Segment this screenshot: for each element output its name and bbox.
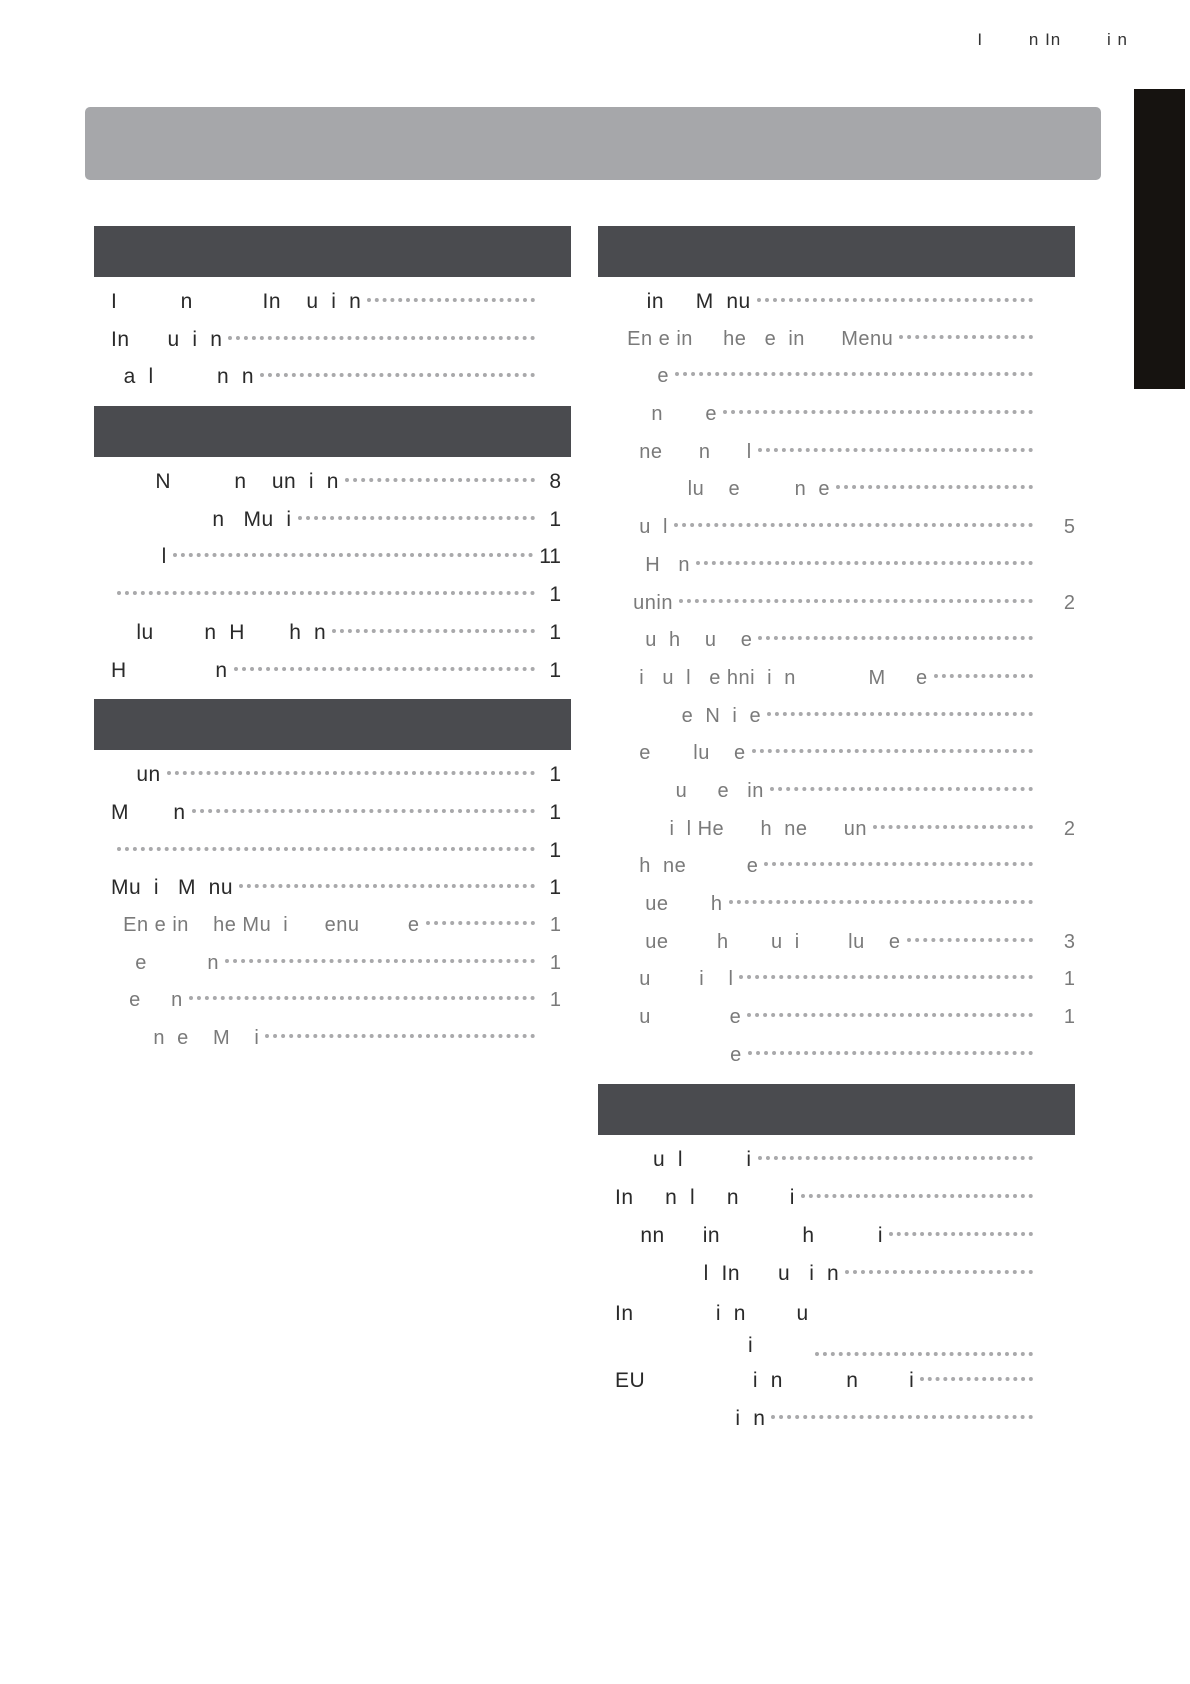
dot-leader [345, 478, 535, 482]
toc-entry-list [598, 277, 1075, 1074]
toc-entry[interactable] [94, 652, 571, 690]
toc-entry-label: In n l n i [615, 1186, 795, 1210]
toc-entry-label: H n [615, 553, 691, 576]
toc-entry-label: u e in [615, 779, 764, 802]
toc-entry-label: M n [111, 800, 186, 824]
toc-page-number: 1 [549, 913, 561, 936]
dot-leader [907, 938, 1033, 942]
toc-entry-label: l [111, 545, 167, 569]
toc-entry-label: e N i e [615, 704, 762, 727]
dot-leader [729, 900, 1033, 904]
dot-leader [758, 636, 1033, 640]
toc-entry-label: a l n n [111, 365, 255, 389]
toc-entry[interactable] [598, 773, 1075, 811]
dot-leader [801, 1194, 1033, 1198]
toc-section [598, 1084, 1075, 1437]
toc-page-number: 2 [1063, 817, 1075, 840]
section-header-bar [94, 699, 571, 750]
toc-entry-label: e [615, 365, 670, 388]
toc-entry[interactable] [598, 509, 1075, 547]
toc-entry[interactable] [598, 1400, 1075, 1438]
dot-leader [899, 335, 1033, 339]
dot-leader [260, 373, 535, 377]
toc-entry-label: u h u e [615, 629, 753, 652]
dot-leader [239, 884, 535, 888]
toc-page-number: 1 [549, 989, 561, 1012]
toc-page-number: 1 [549, 838, 561, 862]
toc-entry[interactable] [598, 1292, 1075, 1362]
toc-entry[interactable] [94, 463, 571, 501]
dot-leader [739, 975, 1033, 979]
section-header-bar [598, 1084, 1075, 1135]
toc-entry-label: n e [615, 403, 717, 426]
toc-page-number: 5 [1063, 516, 1075, 539]
toc-entry-label: I n In u i n [111, 290, 362, 313]
toc-entry-label: Mu i M nu [111, 876, 234, 900]
toc-page-number: 1 [549, 583, 561, 607]
dot-leader [696, 561, 1033, 565]
toc-page-number: 1 [1063, 968, 1075, 991]
dot-leader [748, 1051, 1033, 1055]
dot-leader [889, 1232, 1033, 1236]
dot-leader [758, 1156, 1033, 1160]
dot-leader [675, 372, 1033, 376]
toc-entry-label: n e M i [111, 1027, 260, 1049]
toc-page-number: 1 [549, 763, 561, 787]
dot-leader [764, 862, 1033, 866]
dot-leader [117, 591, 535, 595]
toc-entry-label: In i n u i [615, 1302, 809, 1358]
dot-leader [674, 523, 1033, 527]
toc-entry[interactable] [94, 283, 571, 321]
toc-entry-label: e [615, 1043, 742, 1066]
toc-entry-label: e n [111, 951, 220, 974]
toc-section [598, 226, 1075, 1074]
dot-leader [770, 787, 1033, 791]
toc-entry[interactable] [598, 961, 1075, 999]
toc-entry[interactable] [94, 832, 571, 870]
toc-entry-label: lu e n e [615, 478, 830, 501]
dot-leader [767, 712, 1033, 716]
toc-section [94, 406, 571, 689]
toc-entry[interactable] [598, 735, 1075, 773]
toc-page-number: 8 [549, 470, 561, 494]
toc-entry-label: u e [615, 1006, 742, 1029]
toc-entry[interactable] [598, 660, 1075, 698]
toc-entry-label: u l [615, 516, 668, 539]
toc-entry-list [94, 750, 571, 1058]
dot-leader [757, 298, 1033, 302]
toc-entry-label: un [111, 763, 161, 787]
toc-section [94, 226, 571, 396]
toc-entry-label: e n [111, 989, 183, 1012]
toc-entry[interactable] [94, 538, 571, 576]
toc-entry[interactable] [598, 999, 1075, 1037]
toc-entry-label: In u i n [111, 327, 223, 351]
toc-entry-label: n Mu i [111, 507, 292, 531]
toc-page-number: 11 [539, 545, 561, 569]
section-header-bar [94, 406, 571, 457]
dot-leader [234, 667, 535, 671]
toc-entry-label: u l i [615, 1148, 752, 1172]
toc-entry[interactable] [598, 585, 1075, 623]
dot-leader [117, 847, 535, 851]
toc-entry[interactable] [94, 907, 571, 945]
toc-page-number: 3 [1063, 930, 1075, 953]
dot-leader [228, 336, 535, 340]
toc-entry[interactable] [94, 945, 571, 983]
page-title-band [85, 107, 1101, 180]
toc-entry-list [598, 1135, 1075, 1437]
chapter-side-tab [1134, 89, 1185, 389]
toc-entry-label: ne n l [615, 440, 752, 463]
toc-entry-label: H n [111, 658, 228, 682]
toc-entry[interactable] [94, 501, 571, 539]
dot-leader [771, 1415, 1033, 1419]
toc-entry-label: N n un i n [111, 470, 339, 494]
toc-entry[interactable] [598, 1179, 1075, 1217]
toc-entry-label: EU i n n i [615, 1369, 915, 1393]
toc-entry-label: i u l e hni i n M e [615, 666, 928, 689]
dot-leader [873, 825, 1033, 829]
toc-entry[interactable] [598, 622, 1075, 660]
dot-leader [173, 553, 533, 557]
toc-entry-label: i l He h ne un [615, 817, 868, 840]
toc-entry[interactable] [94, 321, 571, 359]
toc-entry-label: En e in he Mu i enu e [111, 913, 420, 936]
toc-entry[interactable] [94, 982, 571, 1020]
toc-page-number: 1 [549, 658, 561, 682]
toc-entry-label: ue h u i lu e [615, 930, 901, 953]
dot-leader [367, 298, 535, 302]
toc-column-left [94, 226, 571, 1068]
toc-entry-label: e lu e [615, 742, 746, 765]
dot-leader [934, 674, 1033, 678]
toc-entry[interactable] [598, 471, 1075, 509]
toc-entry[interactable] [94, 869, 571, 907]
section-header-bar [598, 226, 1075, 277]
toc-page-number: 2 [1063, 591, 1075, 614]
toc-section [94, 699, 571, 1058]
toc-entry[interactable] [598, 698, 1075, 736]
toc-entry[interactable] [94, 756, 571, 794]
dot-leader [815, 1352, 1033, 1356]
toc-entry[interactable] [598, 1255, 1075, 1293]
toc-entry-label: h ne e [615, 855, 759, 878]
section-header-bar [94, 226, 571, 277]
toc-entry-list [94, 457, 571, 689]
dot-leader [723, 410, 1033, 414]
dot-leader [920, 1377, 1033, 1381]
dot-leader [679, 599, 1033, 603]
toc-entry[interactable] [598, 1217, 1075, 1255]
toc-entry-label: lu n H h n [111, 620, 327, 644]
toc-entry[interactable] [94, 1020, 571, 1058]
toc-entry-label: u i l [615, 968, 734, 991]
running-header: I n In i n [977, 30, 1128, 49]
toc-entry-label: nn in h i [615, 1223, 884, 1247]
toc-entry-label: ue h [615, 893, 723, 915]
dot-leader [265, 1034, 535, 1038]
toc-entry-label: En e in he e in Menu [615, 327, 894, 350]
toc-column-right [598, 226, 1075, 1448]
toc-page-number: 1 [1063, 1006, 1075, 1029]
dot-leader [225, 959, 535, 963]
dot-leader [192, 809, 535, 813]
toc-entry[interactable] [598, 886, 1075, 924]
toc-entry[interactable] [598, 396, 1075, 434]
dot-leader [426, 921, 535, 925]
toc-entry[interactable] [598, 1141, 1075, 1179]
toc-entry-label: l In u i n [615, 1261, 840, 1285]
toc-entry-label: unin [615, 591, 673, 614]
toc-entry-label: in M nu [615, 290, 751, 313]
toc-entry[interactable] [94, 576, 571, 614]
toc-entry-list [94, 277, 571, 396]
toc-entry[interactable] [598, 547, 1075, 585]
dot-leader [747, 1013, 1033, 1017]
toc-entry[interactable] [598, 848, 1075, 886]
toc-entry[interactable] [598, 924, 1075, 962]
toc-entry[interactable] [598, 1362, 1075, 1400]
dot-leader [332, 629, 535, 633]
toc-entry[interactable] [94, 358, 571, 396]
toc-page-number: 1 [549, 620, 561, 644]
dot-leader [167, 771, 535, 775]
toc-page-number: 1 [549, 876, 561, 900]
toc-page-number: 1 [549, 951, 561, 974]
toc-entry[interactable] [598, 321, 1075, 359]
toc-entry[interactable] [598, 358, 1075, 396]
dot-leader [298, 516, 535, 520]
dot-leader [758, 448, 1033, 452]
dot-leader [836, 485, 1033, 489]
dot-leader [189, 996, 535, 1000]
toc-entry[interactable] [598, 811, 1075, 849]
toc-entry[interactable] [94, 614, 571, 652]
toc-page-number: 1 [549, 800, 561, 824]
toc-page-number: 1 [549, 507, 561, 531]
toc-entry[interactable] [598, 1037, 1075, 1075]
toc-entry[interactable] [598, 283, 1075, 321]
toc-entry[interactable] [94, 794, 571, 832]
toc-entry-label: i n [615, 1406, 766, 1430]
dot-leader [845, 1270, 1033, 1274]
dot-leader [752, 749, 1033, 753]
toc-entry[interactable] [598, 434, 1075, 472]
